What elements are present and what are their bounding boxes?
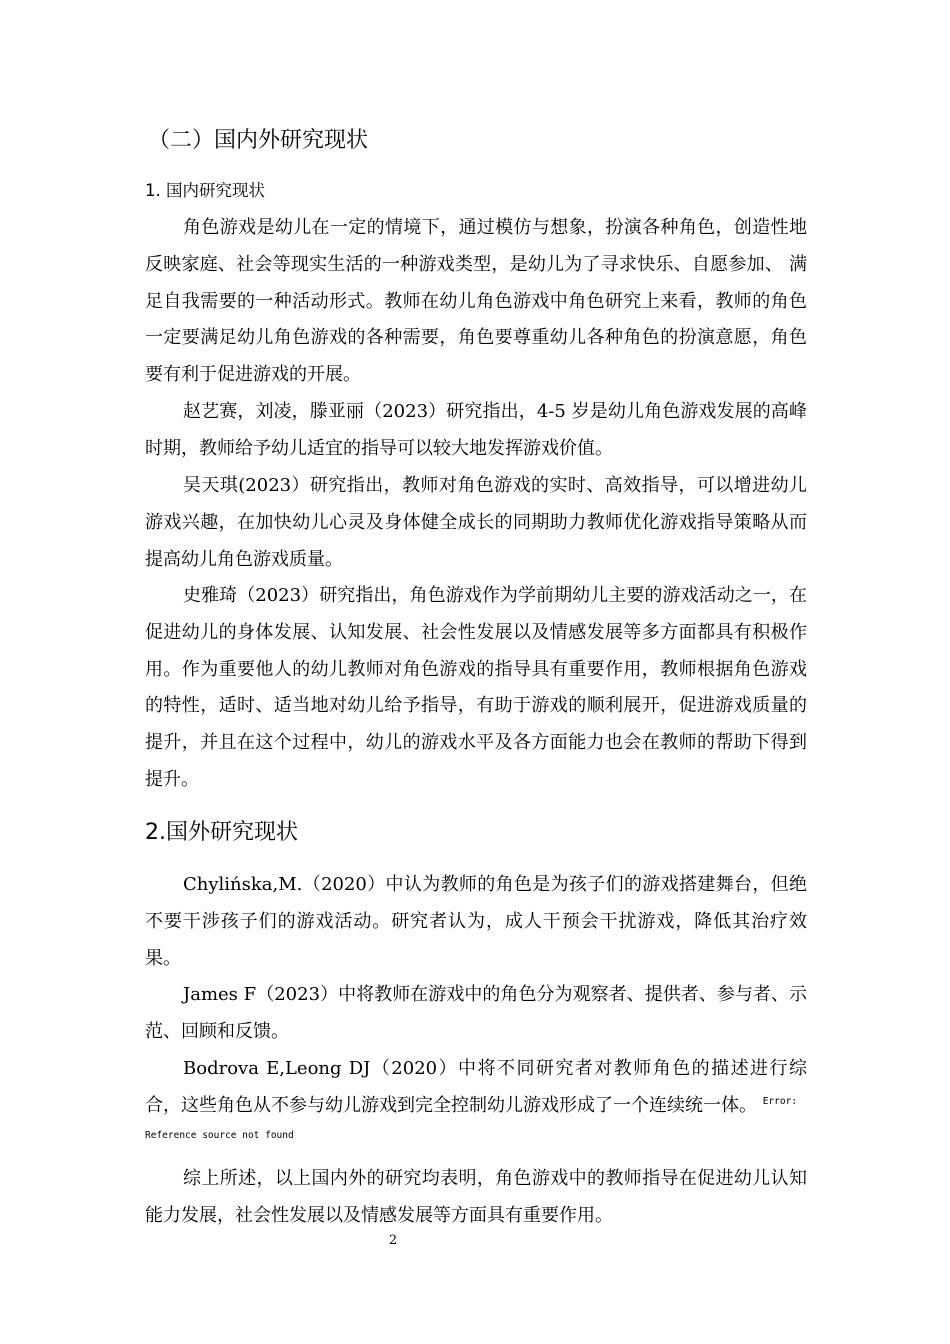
foreign-heading: 2.国外研究现状 xyxy=(145,820,298,845)
domestic-paragraph-1: 角色游戏是幼儿在一定的情境下，通过模仿与想象，扮演各种角色，创造性地反映家庭、社会等现实生活的一种游戏类型，是幼儿为了寻求快乐、自愿参加、 满足自我需要的一种活动形式。教师在幼儿角色游戏中角色研究上来看，教师的角色一定要满足幼儿角色游戏的各种需要，角色要尊重幼儿各种角色的扮演意愿，角色要有利于促进游戏的开展。 xyxy=(145,217,807,386)
summary-paragraph: 综上所述，以上国内外的研究均表明，角色游戏中的教师指导在促进幼儿认知能力发展，社会性发展以及情感发展等方面具有重要作用。 xyxy=(145,1168,807,1226)
domestic-paragraph-4: 史雅琦（2023）研究指出，角色游戏作为学前期幼儿主要的游戏活动之一，在促进幼儿的身体发展、认知发展、社会性发展以及情感发展等多方面都具有积极作用。作为重要他人的幼儿教师对角色游戏的指导具有重要作用，教师根据角色游戏的特性，适时、适当地对幼儿给予指导，有助于游戏的顺利展开，促进游戏质量的提升，并且在这个过程中，幼儿的游戏水平及各方面能力也会在教师的帮助下得到提升。 xyxy=(145,585,807,790)
foreign-paragraph-1: Chylińska,M.（2020）中认为教师的角色是为孩子们的游戏搭建舞台，但绝不要干涉孩子们的游戏活动。研究者认为，成人干预会干扰游戏，降低其治疗效果。 xyxy=(145,874,807,969)
domestic-heading: 1. 国内研究现状 xyxy=(145,181,265,200)
foreign-paragraph-2: James F（2023）中将教师在游戏中的角色分为观察者、提供者、参与者、示范、回顾和反馈。 xyxy=(145,984,807,1042)
error-reference-text: Reference source not found xyxy=(145,1130,294,1141)
domestic-paragraph-2: 赵艺赛，刘凌，滕亚丽（2023）研究指出，4-5 岁是幼儿角色游戏发展的高峰时期，教师给予幼儿适宜的指导可以较大地发挥游戏价值。 xyxy=(145,401,807,459)
section-heading: （二）国内外研究现状 xyxy=(148,128,369,153)
page-number: 2 xyxy=(388,1233,398,1248)
foreign-paragraph-3-text: Bodrova E,Leong DJ（2020）中将不同研究者对教师角色的描述进行综合，这些角色从不参与幼儿游戏到完全控制幼儿游戏形成了一个连续统一体。 xyxy=(145,1058,807,1116)
domestic-paragraph-3: 吴天琪(2023）研究指出，教师对角色游戏的实时、高效指导，可以增进幼儿游戏兴趣，在加快幼儿心灵及身体健全成长的同期助力教师优化游戏指导策略从而提高幼儿角色游戏质量。 xyxy=(145,475,807,570)
foreign-paragraph-3 xyxy=(145,1051,807,1125)
error-reference-marker: Error: xyxy=(762,1095,798,1107)
